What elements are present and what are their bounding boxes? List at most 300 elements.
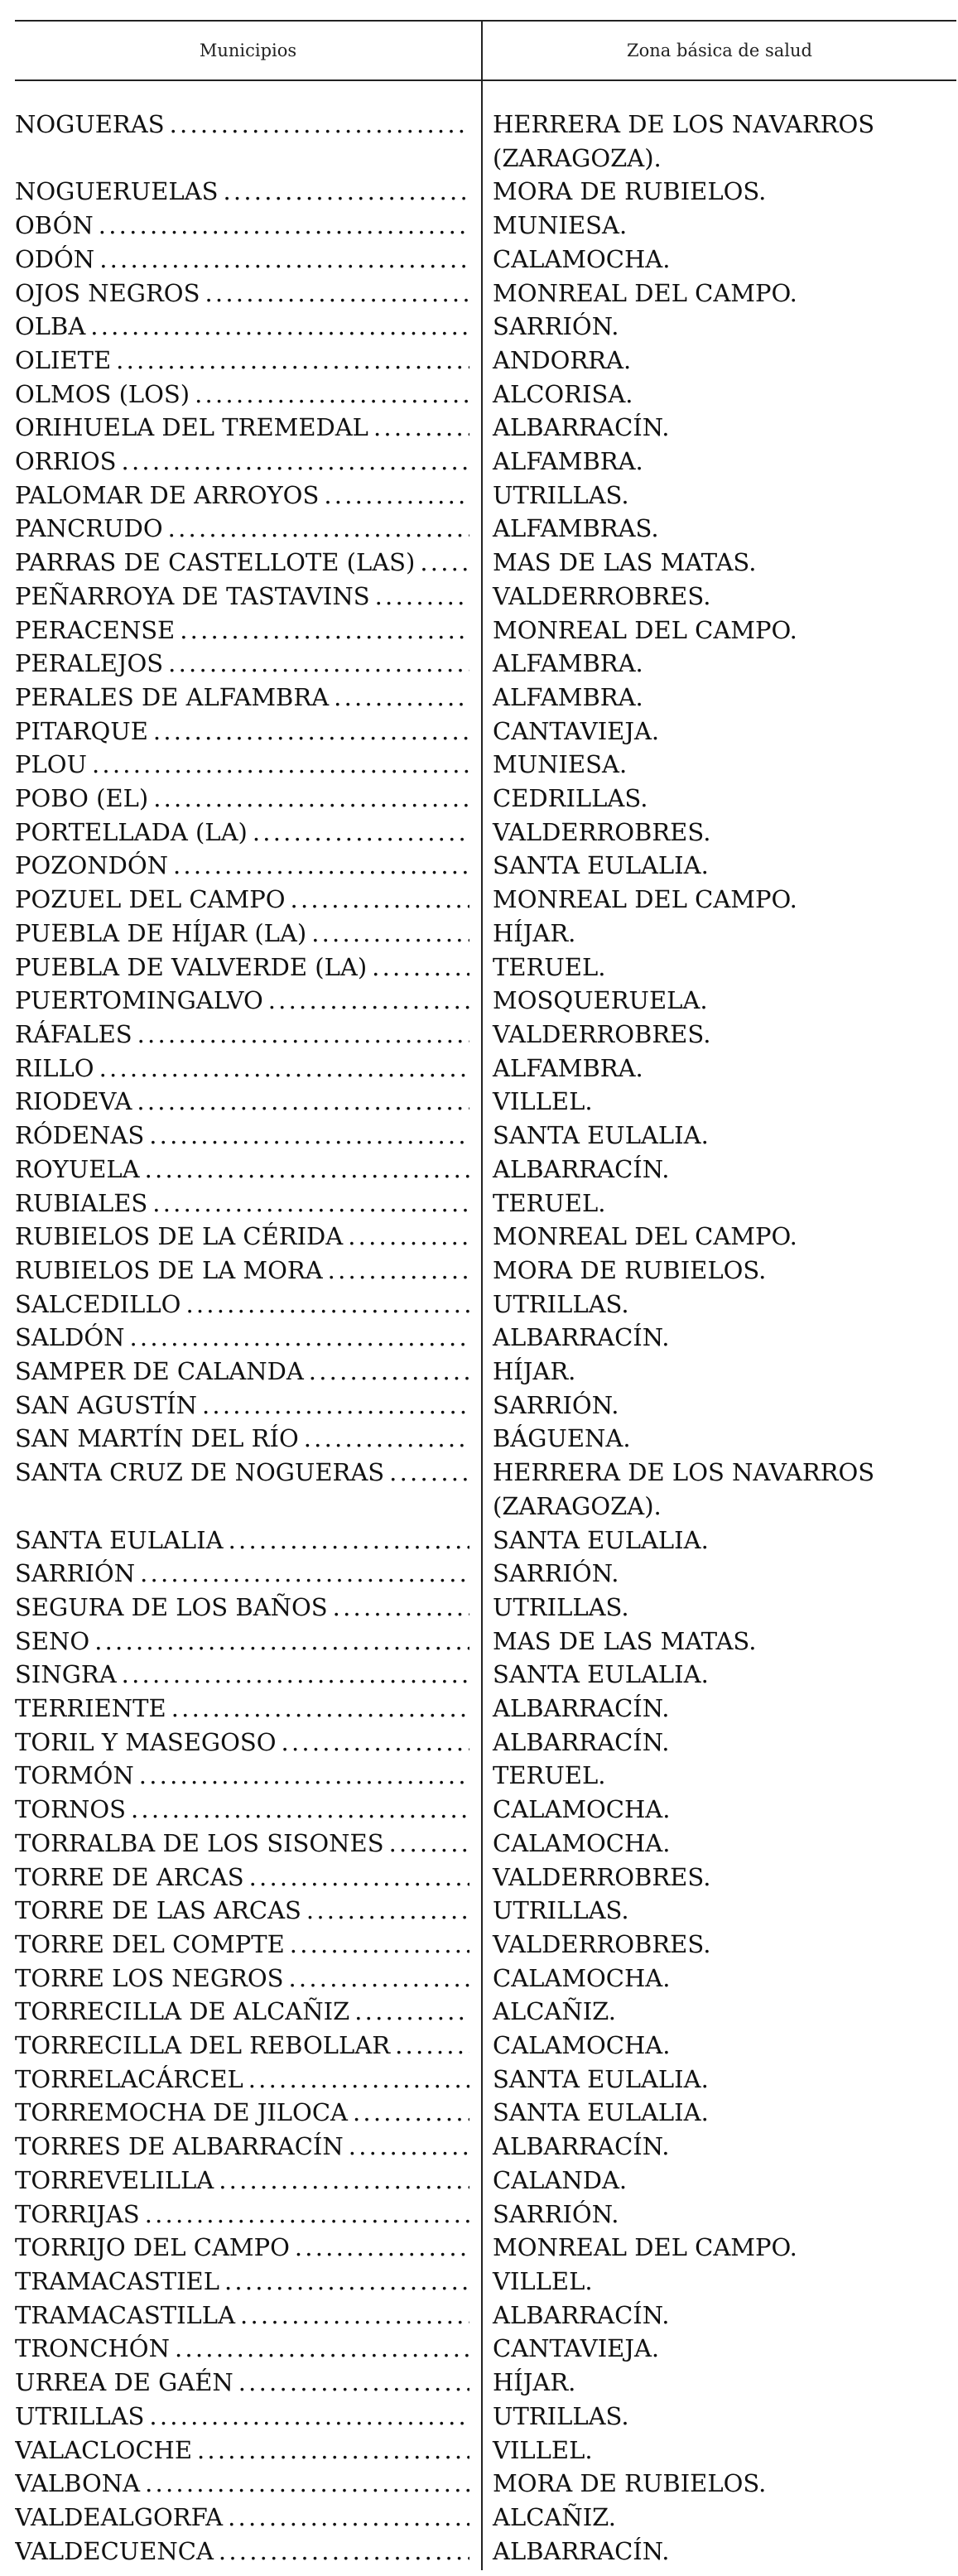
dot-leader xyxy=(200,277,469,311)
dot-leader xyxy=(165,108,469,175)
municipio-name: UTRILLAS xyxy=(15,2401,145,2430)
dot-leader xyxy=(384,1827,469,1861)
zona-basica-cell: UTRILLAS. xyxy=(493,1289,629,1318)
zona-basica-cell: ALCAÑIZ. xyxy=(493,2502,617,2531)
municipio-cell xyxy=(15,1153,481,1187)
dot-leader xyxy=(224,1524,469,1558)
table-row xyxy=(15,108,956,175)
municipio-name: TORRE DE ARCAS xyxy=(15,1862,244,1891)
municipio-name: PERALEJOS xyxy=(15,649,164,678)
dot-leader xyxy=(218,175,469,209)
table-row xyxy=(15,816,956,850)
dot-leader xyxy=(168,849,469,883)
dot-leader xyxy=(175,614,469,648)
zona-basica-cell: SANTA EULALIA. xyxy=(493,2064,709,2093)
municipio-cell xyxy=(15,917,481,951)
table-row xyxy=(15,2198,956,2232)
municipio-cell xyxy=(15,614,481,648)
dot-leader xyxy=(283,1962,469,1996)
municipio-cell xyxy=(15,1928,481,1962)
dot-leader xyxy=(117,1658,469,1692)
municipio-name: SANTA CRUZ DE NOGUERAS xyxy=(15,1458,385,1487)
dot-leader xyxy=(244,1861,469,1895)
table-row xyxy=(15,243,956,277)
table-row xyxy=(15,1456,956,1523)
municipio-cell xyxy=(15,1456,481,1523)
zona-basica-cell: ALFAMBRA. xyxy=(493,682,643,711)
municipio-name: OLIETE xyxy=(15,345,112,374)
table-row xyxy=(15,2096,956,2130)
zona-basica-cell: VALDERROBRES. xyxy=(493,581,711,610)
table-row xyxy=(15,277,956,311)
zona-basica-cell: MOSQUERUELA. xyxy=(493,986,708,1015)
zona-basica-cell: SANTA EULALIA. xyxy=(493,2098,709,2127)
zona-basica-cell: ALFAMBRA. xyxy=(493,1053,643,1082)
zona-basica-cell: MONREAL DEL CAMPO. xyxy=(493,2233,797,2262)
municipio-cell xyxy=(15,277,481,311)
municipio-name: SARRIÓN xyxy=(15,1559,136,1588)
zona-basica-cell: ALBARRACÍN. xyxy=(493,1727,670,1756)
dot-leader xyxy=(140,1153,469,1187)
table-row xyxy=(15,2467,956,2501)
zona-basica-cell: VILLEL. xyxy=(493,2435,593,2464)
municipio-cell xyxy=(15,1726,481,1760)
municipio-cell xyxy=(15,546,481,580)
zona-basica-cell: CALAMOCHA. xyxy=(493,2031,671,2060)
municipio-name: SAN AGUSTÍN xyxy=(15,1390,197,1419)
municipio-name: TORRECILLA DE ALCAÑIZ xyxy=(15,1997,350,2026)
municipio-name: POBO (EL) xyxy=(15,784,149,813)
municipio-cell xyxy=(15,378,481,412)
municipio-name: SALCEDILLO xyxy=(15,1289,181,1318)
zona-basica-cell: SANTA EULALIA. xyxy=(493,1525,709,1554)
municipio-cell xyxy=(15,1658,481,1692)
dot-leader xyxy=(415,546,469,580)
dot-leader xyxy=(390,2029,469,2063)
dot-leader xyxy=(148,782,469,816)
zona-basica-cell: HÍJAR. xyxy=(493,1357,576,1386)
municipio-name: NOGUERAS xyxy=(15,110,165,138)
municipio-name: TORRIJAS xyxy=(15,2199,140,2228)
table-row xyxy=(15,1928,956,1962)
dot-leader xyxy=(132,1018,469,1052)
dot-leader xyxy=(87,748,469,782)
zona-basica-cell: ALBARRACÍN. xyxy=(493,2300,670,2329)
municipio-cell xyxy=(15,2231,481,2265)
municipio-name: POZUEL DEL CAMPO xyxy=(15,885,286,914)
zona-basica-cell: ALBARRACÍN. xyxy=(493,1323,670,1352)
municipio-cell xyxy=(15,1288,481,1322)
dot-leader xyxy=(343,1220,469,1254)
municipio-cell xyxy=(15,2029,481,2063)
municipio-name: RÁFALES xyxy=(15,1019,132,1048)
municipio-cell xyxy=(15,1894,481,1928)
municipio-name: VALBONA xyxy=(15,2469,141,2498)
zona-basica-cell: SARRIÓN. xyxy=(493,1390,619,1419)
municipio-name: PERALES DE ALFAMBRA xyxy=(15,682,330,711)
zona-basica-cell: VALDERROBRES. xyxy=(493,1929,711,1958)
municipio-cell xyxy=(15,1187,481,1221)
dot-leader xyxy=(140,2198,469,2232)
municipio-name: RUBIELOS DE LA MORA xyxy=(15,1255,323,1284)
municipio-cell xyxy=(15,2434,481,2468)
zona-basica-cell: ALFAMBRAS. xyxy=(493,514,659,543)
table-row xyxy=(15,715,956,749)
zona-basica-cell: MORA DE RUBIELOS. xyxy=(493,1255,767,1284)
zona-basica-cell: MORA DE RUBIELOS. xyxy=(493,177,767,206)
municipio-cell xyxy=(15,344,481,378)
municipio-name: OBÓN xyxy=(15,211,94,240)
municipio-name: TORRES DE ALBARRACÍN xyxy=(15,2132,344,2161)
table-row xyxy=(15,2063,956,2097)
municipio-name: ODÓN xyxy=(15,244,95,273)
table-row xyxy=(15,2535,956,2569)
zona-basica-cell: SANTA EULALIA. xyxy=(493,1121,709,1150)
table-row xyxy=(15,2434,956,2468)
municipio-cell xyxy=(15,1625,481,1659)
zona-basica-cell: CALAMOCHA. xyxy=(493,1828,671,1857)
dot-leader xyxy=(214,2164,469,2198)
municipio-cell xyxy=(15,243,481,277)
header-rule xyxy=(15,79,956,81)
zona-basica-cell: ALBARRACÍN. xyxy=(493,2132,670,2161)
municipio-cell xyxy=(15,2467,481,2501)
table-row xyxy=(15,2029,956,2063)
table-row xyxy=(15,1793,956,1827)
dot-leader xyxy=(144,1119,469,1153)
municipio-name: TORRECILLA DEL REBOLLAR xyxy=(15,2031,391,2060)
table-row xyxy=(15,1759,956,1793)
municipio-cell xyxy=(15,1018,481,1052)
header-municipios: Municipios xyxy=(199,41,297,60)
table-body xyxy=(15,108,956,2568)
table-row xyxy=(15,1524,956,1558)
dot-leader xyxy=(135,1557,469,1591)
dot-leader xyxy=(147,1187,469,1221)
municipio-name: POZONDÓN xyxy=(15,851,168,880)
municipio-name: TRAMACASTILLA xyxy=(15,2300,236,2329)
zona-basica-cell: CALAMOCHA. xyxy=(493,1795,671,1824)
table-row xyxy=(15,1389,956,1423)
zona-basica-cell: ALFAMBRA. xyxy=(493,649,643,678)
municipio-name: PALOMAR DE ARROYOS xyxy=(15,480,320,509)
table-row xyxy=(15,1658,956,1692)
municipio-name: TORREMOCHA DE JILOCA xyxy=(15,2098,348,2127)
zona-basica-cell: VALDERROBRES. xyxy=(493,1862,711,1891)
table-row xyxy=(15,2130,956,2164)
zona-basica-cell: BÁGUENA. xyxy=(493,1424,631,1453)
municipio-cell xyxy=(15,1119,481,1153)
zona-basica-cell: MONREAL DEL CAMPO. xyxy=(493,615,797,644)
dot-leader xyxy=(111,344,469,378)
dot-leader xyxy=(192,2434,469,2468)
municipio-name: TORRELACÁRCEL xyxy=(15,2064,243,2093)
zona-basica-cell: TERUEL. xyxy=(493,952,606,981)
zona-basica-cell: ANDORRA. xyxy=(493,345,632,374)
municipio-name: PEÑARROYA DE TASTAVINS xyxy=(15,581,370,610)
zona-basica-cell: UTRILLAS. xyxy=(493,1896,629,1925)
municipio-name: PANCRUDO xyxy=(15,514,163,543)
zona-basica-cell: ALBARRACÍN. xyxy=(493,2536,670,2565)
table-row xyxy=(15,1422,956,1456)
zona-basica-cell: UTRILLAS. xyxy=(493,2401,629,2430)
zona-basica-cell: ALBARRACÍN. xyxy=(493,1154,670,1183)
zona-basica-cell: VILLEL. xyxy=(493,1087,593,1116)
dot-leader xyxy=(323,1254,469,1288)
municipio-name: VALDECUENCA xyxy=(15,2536,214,2565)
dot-leader xyxy=(181,1288,469,1322)
dot-leader xyxy=(163,512,469,546)
municipio-name: VALDEALGORFA xyxy=(15,2502,224,2531)
municipio-name: ROYUELA xyxy=(15,1154,140,1183)
municipio-cell xyxy=(15,2299,481,2333)
zona-basica-cell: ALCORISA. xyxy=(493,379,633,408)
municipio-cell xyxy=(15,1321,481,1355)
table-row xyxy=(15,647,956,681)
table-row xyxy=(15,1288,956,1322)
zona-basica-cell: MONREAL DEL CAMPO. xyxy=(493,1222,797,1251)
municipio-cell xyxy=(15,175,481,209)
dot-leader xyxy=(94,1052,469,1086)
table-row xyxy=(15,1692,956,1726)
municipio-name: TRONCHÓN xyxy=(15,2334,170,2363)
dot-leader xyxy=(304,1355,469,1389)
zona-basica-cell: MORA DE RUBIELOS. xyxy=(493,2469,767,2498)
municipio-cell xyxy=(15,1591,481,1625)
table-row xyxy=(15,1557,956,1591)
municipio-name: OJOS NEGROS xyxy=(15,278,200,307)
dot-leader xyxy=(233,2366,469,2400)
dot-leader xyxy=(124,1321,469,1355)
zona-basica-cell: ALBARRACÍN. xyxy=(493,413,670,442)
dot-leader xyxy=(235,2299,469,2333)
dot-leader xyxy=(89,1625,469,1659)
municipio-name: RUBIALES xyxy=(15,1188,148,1217)
zona-basica-cell: VALDERROBRES. xyxy=(493,1019,711,1048)
dot-leader xyxy=(117,445,469,479)
zona-basica-cell: SARRIÓN. xyxy=(493,1559,619,1588)
municipio-cell xyxy=(15,2501,481,2535)
municipio-name: RUBIELOS DE LA CÉRIDA xyxy=(15,1222,344,1251)
table-row xyxy=(15,1995,956,2029)
municipio-cell xyxy=(15,2130,481,2164)
municipio-name: ORIHUELA DEL TREMEDAL xyxy=(15,413,368,442)
zona-basica-cell: CANTAVIEJA. xyxy=(493,716,660,745)
dot-leader xyxy=(223,2501,469,2535)
dot-leader xyxy=(306,917,469,951)
municipio-name: SANTA EULALIA xyxy=(15,1525,224,1554)
table-row xyxy=(15,2231,956,2265)
table-row xyxy=(15,378,956,412)
municipio-cell xyxy=(15,580,481,614)
dot-leader xyxy=(190,378,469,412)
table-row xyxy=(15,1321,956,1355)
dot-leader xyxy=(290,2231,469,2265)
municipio-name: SINGRA xyxy=(15,1660,117,1689)
table-row xyxy=(15,2299,956,2333)
zona-basica-cell: MUNIESA. xyxy=(493,211,628,240)
municipio-name: SEGURA DE LOS BAÑOS xyxy=(15,1592,328,1621)
municipio-name: PLOU xyxy=(15,750,87,779)
zona-basica-cell: MUNIESA. xyxy=(493,750,628,779)
dot-leader xyxy=(214,2535,469,2569)
zona-basica-cell: ALBARRACÍN. xyxy=(493,1694,670,1723)
municipio-cell xyxy=(15,984,481,1018)
municipio-name: URREA DE GAÉN xyxy=(15,2368,233,2397)
dot-leader xyxy=(163,647,469,681)
municipio-cell xyxy=(15,2400,481,2434)
zona-basica-cell: HÍJAR. xyxy=(493,2368,576,2397)
municipio-cell xyxy=(15,1355,481,1389)
municipio-name: PUERTOMINGALVO xyxy=(15,986,263,1015)
municipio-cell xyxy=(15,209,481,243)
municipio-cell xyxy=(15,1557,481,1591)
municipio-name: TORRE LOS NEGROS xyxy=(15,1963,284,1992)
zona-basica-cell: MONREAL DEL CAMPO. xyxy=(493,278,797,307)
table-row xyxy=(15,1220,956,1254)
zona-basica-cell: CALAMOCHA. xyxy=(493,1963,671,1992)
municipio-cell xyxy=(15,1389,481,1423)
municipio-cell xyxy=(15,2332,481,2366)
municipio-cell xyxy=(15,1827,481,1861)
municipio-cell xyxy=(15,1524,481,1558)
table-row xyxy=(15,1726,956,1760)
dot-leader xyxy=(384,1456,469,1523)
dot-leader xyxy=(301,1894,469,1928)
table-row xyxy=(15,411,956,445)
zona-basica-cell: MONREAL DEL CAMPO. xyxy=(493,885,797,914)
table-row xyxy=(15,614,956,648)
municipio-cell xyxy=(15,2265,481,2299)
municipio-name: PERACENSE xyxy=(15,615,176,644)
table-row xyxy=(15,2332,956,2366)
municipio-name: PUEBLA DE HÍJAR (LA) xyxy=(15,918,307,947)
municipio-name: PORTELLADA (LA) xyxy=(15,817,248,846)
zona-basica-cell: CEDRILLAS. xyxy=(493,784,648,813)
table-row xyxy=(15,344,956,378)
dot-leader xyxy=(85,310,469,344)
dot-leader xyxy=(285,1928,469,1962)
municipio-cell xyxy=(15,816,481,850)
table-row xyxy=(15,445,956,479)
table-row xyxy=(15,2501,956,2535)
municipio-cell xyxy=(15,715,481,749)
municipio-name: PUEBLA DE VALVERDE (LA) xyxy=(15,952,368,981)
municipio-name: TORIL Y MASEGOSO xyxy=(15,1727,277,1756)
table-row xyxy=(15,175,956,209)
table-row xyxy=(15,1962,956,1996)
zona-basica-cell: VILLEL. xyxy=(493,2267,593,2295)
municipio-name: TORRE DEL COMPTE xyxy=(15,1929,285,1958)
dot-leader xyxy=(344,2130,469,2164)
table-row xyxy=(15,849,956,883)
municipio-cell xyxy=(15,1759,481,1793)
municipio-cell xyxy=(15,951,481,985)
table-row xyxy=(15,1254,956,1288)
table-row xyxy=(15,546,956,580)
municipio-name: VALACLOCHE xyxy=(15,2435,192,2464)
municipio-name: RILLO xyxy=(15,1053,94,1082)
table-row xyxy=(15,209,956,243)
municipio-cell xyxy=(15,512,481,546)
municipio-cell xyxy=(15,782,481,816)
municipio-cell xyxy=(15,1692,481,1726)
zona-basica-cell: VALDERROBRES. xyxy=(493,817,711,846)
header-zona-basica: Zona básica de salud xyxy=(627,41,812,60)
municipio-name: TORRIJO DEL CAMPO xyxy=(15,2233,290,2262)
zona-basica-cell: SANTA EULALIA. xyxy=(493,851,709,880)
municipio-cell xyxy=(15,108,481,175)
table-row xyxy=(15,580,956,614)
dot-leader xyxy=(368,411,469,445)
zona-basica-cell: TERUEL. xyxy=(493,1761,606,1790)
dot-leader xyxy=(263,984,469,1018)
zona-basica-cell: HERRERA DE LOS NAVARROS (ZARAGOZA). xyxy=(493,110,875,172)
municipio-name: TORREVELILLA xyxy=(15,2165,214,2194)
zona-basica-cell: HERRERA DE LOS NAVARROS (ZARAGOZA). xyxy=(493,1458,875,1520)
dot-leader xyxy=(349,1995,469,2029)
table-row xyxy=(15,2164,956,2198)
dot-leader xyxy=(166,1692,469,1726)
table-row xyxy=(15,1052,956,1086)
municipio-cell xyxy=(15,2096,481,2130)
municipio-name: SAN MARTÍN DEL RÍO xyxy=(15,1424,299,1453)
table-row xyxy=(15,883,956,917)
municipio-name: SALDÓN xyxy=(15,1323,125,1352)
table-row xyxy=(15,1591,956,1625)
municipio-name: OLMOS (LOS) xyxy=(15,379,190,408)
table-row xyxy=(15,310,956,344)
zona-basica-cell: UTRILLAS. xyxy=(493,480,629,509)
municipio-name: SENO xyxy=(15,1626,90,1655)
municipio-cell xyxy=(15,479,481,513)
dot-leader xyxy=(126,1793,469,1827)
table-row xyxy=(15,512,956,546)
zona-basica-cell: CALAMOCHA. xyxy=(493,244,671,273)
municipio-cell xyxy=(15,2535,481,2569)
municipio-cell xyxy=(15,2164,481,2198)
municipio-cell xyxy=(15,849,481,883)
municipio-name: TORMÓN xyxy=(15,1761,134,1790)
dot-leader xyxy=(197,1389,469,1423)
zona-basica-cell: MAS DE LAS MATAS. xyxy=(493,548,757,577)
municipio-cell xyxy=(15,1861,481,1895)
dot-leader xyxy=(140,2467,469,2501)
table-row xyxy=(15,1894,956,1928)
table-row xyxy=(15,2400,956,2434)
dot-leader xyxy=(219,2265,469,2299)
zona-basica-cell: CALANDA. xyxy=(493,2165,628,2194)
dot-leader xyxy=(319,479,469,513)
table-row xyxy=(15,1018,956,1052)
municipio-cell xyxy=(15,1422,481,1456)
dot-leader xyxy=(248,816,469,850)
dot-leader xyxy=(132,1085,469,1119)
table-row xyxy=(15,917,956,951)
municipio-cell xyxy=(15,647,481,681)
municipio-cell xyxy=(15,1254,481,1288)
dot-leader xyxy=(148,715,469,749)
municipio-name: PITARQUE xyxy=(15,716,148,745)
zona-basica-cell: TERUEL. xyxy=(493,1188,606,1217)
table-row xyxy=(15,479,956,513)
table-row xyxy=(15,1153,956,1187)
table-row xyxy=(15,2366,956,2400)
municipio-name: TORNOS xyxy=(15,1795,126,1824)
municipio-cell xyxy=(15,681,481,715)
table-row xyxy=(15,1085,956,1119)
municipio-cell xyxy=(15,2366,481,2400)
